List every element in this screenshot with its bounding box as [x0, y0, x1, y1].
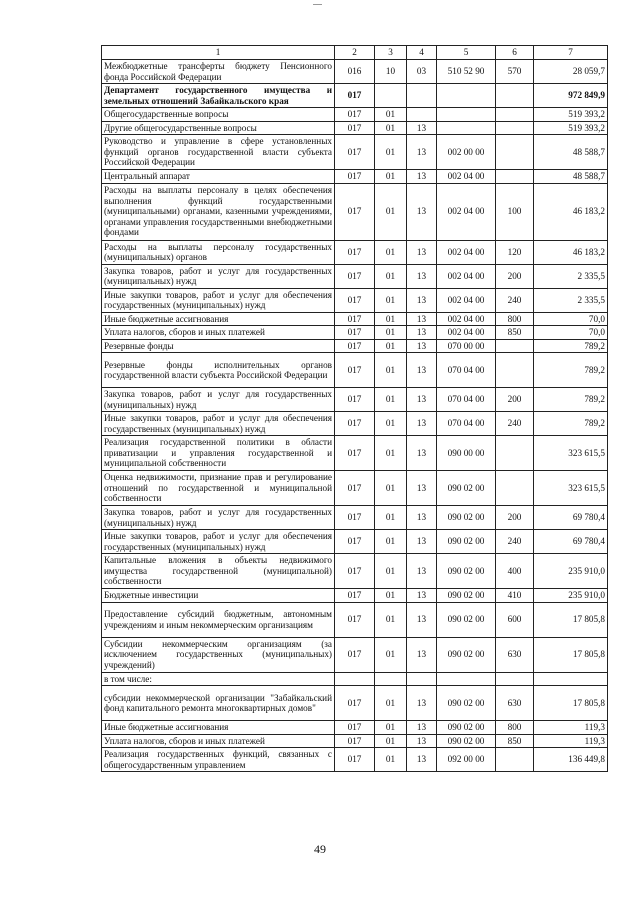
- row-subsection-cell: 13: [407, 471, 437, 506]
- row-amount-cell: 323 615,5: [534, 471, 608, 506]
- row-expense-type-cell: 600: [496, 602, 534, 637]
- row-amount-cell: 46 183,2: [534, 240, 608, 264]
- row-name-cell: Реализация государственных функций, связанных с общегосударственным управлением: [102, 748, 335, 772]
- row-expense-type-cell: 400: [496, 554, 534, 589]
- table-row: [102, 60, 608, 84]
- row-name-cell: Закупка товаров, работ и услуг для государственных (муниципальных) нужд: [102, 506, 335, 530]
- row-subsection-cell: 13: [407, 530, 437, 554]
- row-amount-cell: 119,3: [534, 734, 608, 748]
- row-name-cell: Субсидии некоммерческим организациям (за исключением государственных (муниципальных) учреждений): [102, 637, 335, 672]
- row-amount-cell: 2 335,5: [534, 288, 608, 312]
- row-name-cell: Межбюджетные трансферты бюджету Пенсионного фонда Российской Федерации: [102, 60, 335, 84]
- row-amount-cell: 789,2: [534, 339, 608, 353]
- row-expense-type-cell: 200: [496, 264, 534, 288]
- row-subsection-cell: 13: [407, 602, 437, 637]
- row-target-cell: 002 04 00: [437, 183, 496, 240]
- row-name-cell: Уплата налогов, сборов и иных платежей: [102, 326, 335, 340]
- header-cell: 6: [496, 46, 534, 60]
- row-expense-type-cell: [496, 436, 534, 471]
- row-expense-type-cell: 630: [496, 637, 534, 672]
- row-name-cell: Капитальные вложения в объекты недвижимого имущества государственной (муниципальной) собственности: [102, 554, 335, 589]
- row-name-cell: Иные бюджетные ассигнования: [102, 721, 335, 735]
- row-target-cell: 090 02 00: [437, 506, 496, 530]
- row-amount-cell: 69 780,4: [534, 506, 608, 530]
- row-amount-cell: [534, 672, 608, 686]
- table-row: [102, 312, 608, 326]
- row-name-cell: Уплата налогов, сборов и иных платежей: [102, 734, 335, 748]
- row-target-cell: 090 02 00: [437, 554, 496, 589]
- row-section-cell: 01: [375, 506, 407, 530]
- row-expense-type-cell: [496, 84, 534, 108]
- row-target-cell: 002 04 00: [437, 264, 496, 288]
- row-amount-cell: 17 805,8: [534, 686, 608, 721]
- row-amount-cell: 519 393,2: [534, 108, 608, 122]
- row-target-cell: 002 04 00: [437, 312, 496, 326]
- row-subsection-cell: 13: [407, 240, 437, 264]
- row-name-cell: Общегосударственные вопросы: [102, 108, 335, 122]
- row-section-cell: 01: [375, 471, 407, 506]
- row-section-cell: 01: [375, 183, 407, 240]
- row-name-cell: Департамент государственного имущества и земельных отношений Забайкальского края: [102, 84, 335, 108]
- row-code-cell: 017: [335, 412, 375, 436]
- table-row: [102, 108, 608, 122]
- row-amount-cell: 70,0: [534, 312, 608, 326]
- row-target-cell: 090 02 00: [437, 637, 496, 672]
- row-amount-cell: 17 805,8: [534, 637, 608, 672]
- row-expense-type-cell: 850: [496, 326, 534, 340]
- row-target-cell: 002 04 00: [437, 170, 496, 184]
- row-name-cell: Закупка товаров, работ и услуг для государственных (муниципальных) нужд: [102, 264, 335, 288]
- row-code-cell: 017: [335, 388, 375, 412]
- row-target-cell: 070 04 00: [437, 388, 496, 412]
- table-row: [102, 121, 608, 135]
- header-cell: 7: [534, 46, 608, 60]
- row-target-cell: 002 00 00: [437, 135, 496, 170]
- row-subsection-cell: 13: [407, 170, 437, 184]
- row-expense-type-cell: [496, 471, 534, 506]
- row-expense-type-cell: 410: [496, 589, 534, 603]
- table-row: [102, 471, 608, 506]
- row-section-cell: 01: [375, 530, 407, 554]
- row-code-cell: 017: [335, 84, 375, 108]
- row-section-cell: 01: [375, 412, 407, 436]
- row-code-cell: 017: [335, 183, 375, 240]
- header-cell: 1: [102, 46, 335, 60]
- row-name-cell: Расходы на выплаты персоналу государственных (муниципальных) органов: [102, 240, 335, 264]
- row-code-cell: 017: [335, 530, 375, 554]
- table-row: [102, 412, 608, 436]
- row-expense-type-cell: 240: [496, 412, 534, 436]
- row-subsection-cell: 13: [407, 721, 437, 735]
- table-row: [102, 326, 608, 340]
- row-section-cell: 01: [375, 312, 407, 326]
- row-code-cell: 017: [335, 637, 375, 672]
- row-subsection-cell: 13: [407, 506, 437, 530]
- row-amount-cell: 69 780,4: [534, 530, 608, 554]
- row-target-cell: [437, 84, 496, 108]
- scan-mark: [313, 4, 322, 5]
- table-row: [102, 339, 608, 353]
- row-target-cell: 092 00 00: [437, 748, 496, 772]
- row-name-cell: Резервные фонды исполнительных органов государственной власти субъекта Российской Федерации: [102, 353, 335, 388]
- row-code-cell: 017: [335, 121, 375, 135]
- row-section-cell: 01: [375, 240, 407, 264]
- row-name-cell: Закупка товаров, работ и услуг для государственных (муниципальных) нужд: [102, 388, 335, 412]
- row-section-cell: 01: [375, 339, 407, 353]
- row-name-cell: Иные закупки товаров, работ и услуг для обеспечения государственных (муниципальных) нужд: [102, 412, 335, 436]
- row-amount-cell: 48 588,7: [534, 135, 608, 170]
- row-expense-type-cell: [496, 353, 534, 388]
- row-expense-type-cell: 630: [496, 686, 534, 721]
- row-code-cell: 017: [335, 135, 375, 170]
- row-target-cell: [437, 108, 496, 122]
- row-section-cell: 01: [375, 108, 407, 122]
- row-amount-cell: 70,0: [534, 326, 608, 340]
- row-amount-cell: 519 393,2: [534, 121, 608, 135]
- table-row: [102, 183, 608, 240]
- row-amount-cell: 789,2: [534, 388, 608, 412]
- header-cell: 2: [335, 46, 375, 60]
- row-code-cell: [335, 672, 375, 686]
- row-subsection-cell: 13: [407, 264, 437, 288]
- row-expense-type-cell: [496, 135, 534, 170]
- row-section-cell: 01: [375, 288, 407, 312]
- row-expense-type-cell: 200: [496, 388, 534, 412]
- row-target-cell: 070 04 00: [437, 412, 496, 436]
- row-expense-type-cell: 240: [496, 288, 534, 312]
- row-code-cell: 017: [335, 686, 375, 721]
- row-subsection-cell: 13: [407, 135, 437, 170]
- row-expense-type-cell: [496, 339, 534, 353]
- row-expense-type-cell: 800: [496, 312, 534, 326]
- row-subsection-cell: 13: [407, 312, 437, 326]
- row-target-cell: 090 02 00: [437, 530, 496, 554]
- row-amount-cell: 2 335,5: [534, 264, 608, 288]
- row-section-cell: 01: [375, 734, 407, 748]
- table-row: [102, 288, 608, 312]
- row-target-cell: [437, 672, 496, 686]
- table-row: [102, 637, 608, 672]
- row-target-cell: 002 04 00: [437, 326, 496, 340]
- row-amount-cell: 972 849,9: [534, 84, 608, 108]
- table-row: [102, 721, 608, 735]
- row-amount-cell: 136 449,8: [534, 748, 608, 772]
- row-amount-cell: 48 588,7: [534, 170, 608, 184]
- row-name-cell: Бюджетные инвестиции: [102, 589, 335, 603]
- row-name-cell: Предоставление субсидий бюджетным, автономным учреждениям и иным некоммерческим организациям: [102, 602, 335, 637]
- table-header-row: [102, 46, 608, 60]
- row-code-cell: 017: [335, 506, 375, 530]
- row-section-cell: 01: [375, 121, 407, 135]
- row-code-cell: 017: [335, 288, 375, 312]
- row-amount-cell: 323 615,5: [534, 436, 608, 471]
- row-subsection-cell: 13: [407, 637, 437, 672]
- row-section-cell: 01: [375, 602, 407, 637]
- table-row: [102, 84, 608, 108]
- row-code-cell: 017: [335, 554, 375, 589]
- row-section-cell: 01: [375, 264, 407, 288]
- row-amount-cell: 119,3: [534, 721, 608, 735]
- row-target-cell: 090 02 00: [437, 589, 496, 603]
- row-subsection-cell: 13: [407, 288, 437, 312]
- row-target-cell: 090 02 00: [437, 471, 496, 506]
- row-name-cell: субсидии некоммерческой организации "Забайкальский фонд капитального ремонта многоквартирных домов": [102, 686, 335, 721]
- table-row: [102, 672, 608, 686]
- row-subsection-cell: 13: [407, 183, 437, 240]
- row-subsection-cell: 13: [407, 554, 437, 589]
- row-name-cell: Иные закупки товаров, работ и услуг для обеспечения государственных (муниципальных) нужд: [102, 288, 335, 312]
- row-code-cell: 017: [335, 240, 375, 264]
- header-cell: 5: [437, 46, 496, 60]
- row-expense-type-cell: 570: [496, 60, 534, 84]
- row-expense-type-cell: 850: [496, 734, 534, 748]
- row-expense-type-cell: [496, 170, 534, 184]
- row-section-cell: 01: [375, 353, 407, 388]
- row-expense-type-cell: 200: [496, 506, 534, 530]
- row-subsection-cell: 13: [407, 121, 437, 135]
- row-section-cell: 01: [375, 436, 407, 471]
- row-amount-cell: 789,2: [534, 353, 608, 388]
- row-section-cell: 01: [375, 686, 407, 721]
- table-row: [102, 240, 608, 264]
- row-expense-type-cell: 100: [496, 183, 534, 240]
- row-target-cell: 090 02 00: [437, 721, 496, 735]
- row-expense-type-cell: 240: [496, 530, 534, 554]
- row-code-cell: 017: [335, 264, 375, 288]
- table-row: [102, 748, 608, 772]
- table-row: [102, 734, 608, 748]
- table-row: [102, 135, 608, 170]
- header-cell: 3: [375, 46, 407, 60]
- row-name-cell: Руководство и управление в сфере установленных функций органов государственной власти субъекта Российской Федерации: [102, 135, 335, 170]
- row-name-cell: Центральный аппарат: [102, 170, 335, 184]
- row-section-cell: 01: [375, 721, 407, 735]
- row-subsection-cell: 13: [407, 748, 437, 772]
- row-expense-type-cell: [496, 108, 534, 122]
- row-target-cell: 070 04 00: [437, 353, 496, 388]
- row-subsection-cell: 13: [407, 339, 437, 353]
- row-code-cell: 016: [335, 60, 375, 84]
- row-section-cell: [375, 672, 407, 686]
- row-target-cell: 002 04 00: [437, 288, 496, 312]
- row-expense-type-cell: 800: [496, 721, 534, 735]
- row-name-cell: Другие общегосударственные вопросы: [102, 121, 335, 135]
- row-section-cell: 01: [375, 748, 407, 772]
- row-expense-type-cell: [496, 748, 534, 772]
- row-target-cell: 002 04 00: [437, 240, 496, 264]
- row-section-cell: 01: [375, 637, 407, 672]
- row-code-cell: 017: [335, 734, 375, 748]
- row-code-cell: 017: [335, 108, 375, 122]
- row-section-cell: 01: [375, 589, 407, 603]
- table-row: [102, 686, 608, 721]
- row-code-cell: 017: [335, 589, 375, 603]
- row-section-cell: 01: [375, 326, 407, 340]
- row-subsection-cell: 13: [407, 326, 437, 340]
- row-target-cell: 090 02 00: [437, 602, 496, 637]
- row-subsection-cell: 13: [407, 436, 437, 471]
- row-code-cell: 017: [335, 326, 375, 340]
- table-row: [102, 554, 608, 589]
- row-expense-type-cell: [496, 672, 534, 686]
- row-subsection-cell: 13: [407, 353, 437, 388]
- row-name-cell: Оценка недвижимости, признание прав и регулирование отношений по государственной и муниципальной собственности: [102, 471, 335, 506]
- row-code-cell: 017: [335, 339, 375, 353]
- row-subsection-cell: 03: [407, 60, 437, 84]
- table-row: [102, 436, 608, 471]
- row-name-cell: Иные закупки товаров, работ и услуг для обеспечения государственных (муниципальных) нужд: [102, 530, 335, 554]
- row-section-cell: 01: [375, 388, 407, 412]
- row-name-cell: Иные бюджетные ассигнования: [102, 312, 335, 326]
- row-target-cell: 090 02 00: [437, 686, 496, 721]
- row-section-cell: [375, 84, 407, 108]
- row-target-cell: 090 02 00: [437, 734, 496, 748]
- row-subsection-cell: 13: [407, 734, 437, 748]
- row-target-cell: 090 00 00: [437, 436, 496, 471]
- page-number: 49: [314, 842, 326, 856]
- row-name-cell: в том числе:: [102, 672, 335, 686]
- row-code-cell: 017: [335, 353, 375, 388]
- row-subsection-cell: [407, 84, 437, 108]
- table-row: [102, 170, 608, 184]
- table-row: [102, 506, 608, 530]
- row-amount-cell: 235 910,0: [534, 589, 608, 603]
- row-target-cell: 510 52 90: [437, 60, 496, 84]
- row-code-cell: 017: [335, 436, 375, 471]
- row-code-cell: 017: [335, 170, 375, 184]
- row-section-cell: 01: [375, 170, 407, 184]
- row-subsection-cell: 13: [407, 388, 437, 412]
- table-row: [102, 388, 608, 412]
- row-subsection-cell: [407, 672, 437, 686]
- table-row: [102, 589, 608, 603]
- row-section-cell: 01: [375, 554, 407, 589]
- row-section-cell: 10: [375, 60, 407, 84]
- row-amount-cell: 235 910,0: [534, 554, 608, 589]
- budget-table: [101, 45, 608, 772]
- table-row: [102, 602, 608, 637]
- row-code-cell: 017: [335, 721, 375, 735]
- table-row: [102, 353, 608, 388]
- row-subsection-cell: 13: [407, 412, 437, 436]
- row-code-cell: 017: [335, 748, 375, 772]
- row-expense-type-cell: 120: [496, 240, 534, 264]
- row-name-cell: Реализация государственной политики в области приватизации и управления государственной и муниципальной собственности: [102, 436, 335, 471]
- header-cell: 4: [407, 46, 437, 60]
- row-subsection-cell: 13: [407, 686, 437, 721]
- row-amount-cell: 789,2: [534, 412, 608, 436]
- row-amount-cell: 46 183,2: [534, 183, 608, 240]
- row-subsection-cell: [407, 108, 437, 122]
- row-amount-cell: 28 059,7: [534, 60, 608, 84]
- row-target-cell: 070 00 00: [437, 339, 496, 353]
- table-row: [102, 264, 608, 288]
- row-section-cell: 01: [375, 135, 407, 170]
- row-target-cell: [437, 121, 496, 135]
- row-code-cell: 017: [335, 312, 375, 326]
- row-name-cell: Резервные фонды: [102, 339, 335, 353]
- row-code-cell: 017: [335, 471, 375, 506]
- table-row: [102, 530, 608, 554]
- row-amount-cell: 17 805,8: [534, 602, 608, 637]
- row-expense-type-cell: [496, 121, 534, 135]
- row-name-cell: Расходы на выплаты персоналу в целях обеспечения выполнения функций государственными (муниципальными) органами, казенными учреждениями, органами управления государственными внебюджетными фондами: [102, 183, 335, 240]
- row-code-cell: 017: [335, 602, 375, 637]
- row-subsection-cell: 13: [407, 589, 437, 603]
